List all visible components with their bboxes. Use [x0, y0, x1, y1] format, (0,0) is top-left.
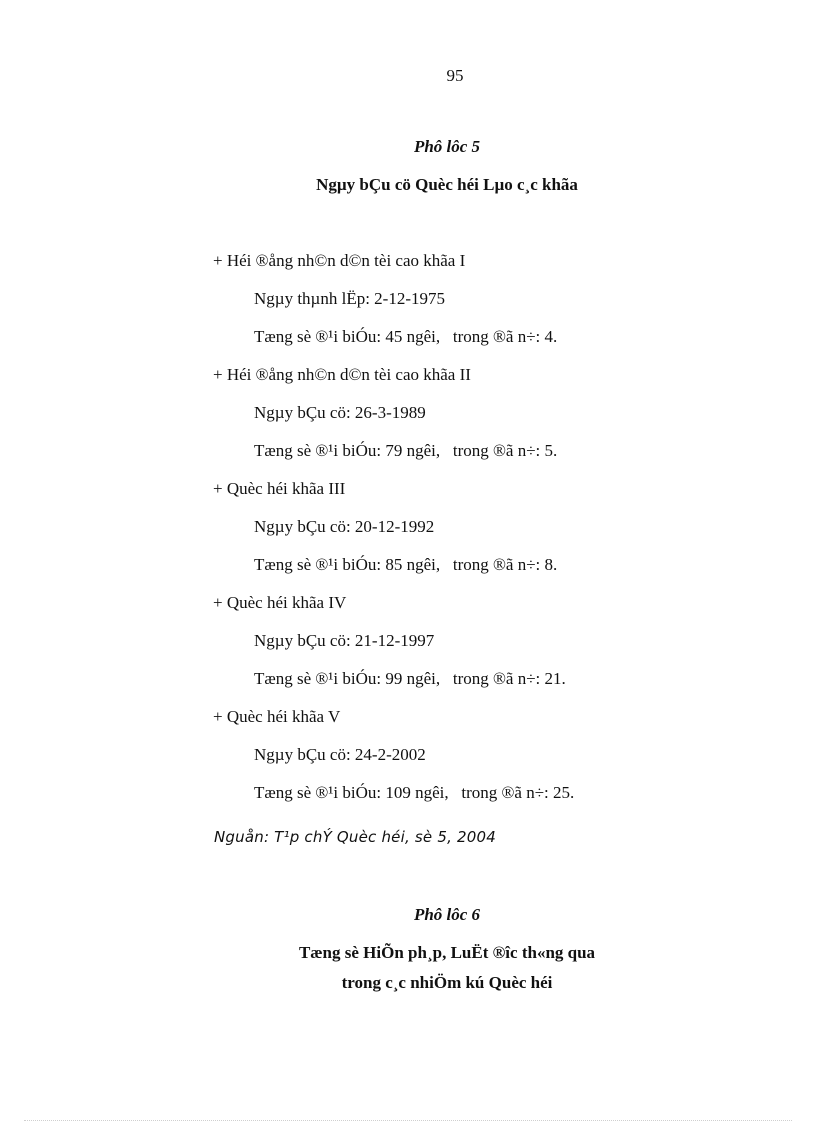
- appendix-5-title: Ngµy bÇu cö Quèc héi Lµo c¸c khãa: [316, 175, 578, 194]
- section-3-header: + Quèc héi khãa III: [213, 479, 346, 498]
- section-2-line-1: Ngµy bÇu cö: 26-3-1989: [254, 403, 426, 422]
- section-1-line-1: Ngµy thµnh lËp: 2-12-1975: [254, 289, 445, 308]
- section-4-line-2: Tæng sè ®¹i biÓu: 99 ngêi, trong ®ã n÷: 21.: [254, 669, 566, 688]
- appendix-6-label: Phô lôc 6: [413, 905, 481, 924]
- source-citation: Nguån: T¹p chÝ Quèc héi, sè 5, 2004: [214, 828, 496, 846]
- section-4-line-1: Ngµy bÇu cö: 21-12-1997: [254, 631, 435, 650]
- appendix-5-label: Phô lôc 5: [413, 137, 481, 156]
- section-1-line-2: Tæng sè ®¹i biÓu: 45 ngêi, trong ®ã n÷: 4.: [254, 327, 558, 346]
- page-number: 95: [446, 66, 464, 85]
- page-bottom-divider: [24, 1120, 792, 1121]
- section-2-header: + Héi ®ång nh©n d©n tèi cao khãa II: [213, 365, 471, 384]
- appendix-6-title-line-2: trong c¸c nhiÖm kú Quèc héi: [341, 973, 553, 992]
- appendix-6-title-line-1: Tæng sè HiÕn ph¸p, LuËt ®îc th«ng qua: [298, 943, 596, 962]
- section-4-header: + Quèc héi khãa IV: [213, 593, 347, 612]
- section-5-line-1: Ngµy bÇu cö: 24-2-2002: [254, 745, 426, 764]
- section-5-header: + Quèc héi khãa V: [213, 707, 341, 726]
- section-2-line-2: Tæng sè ®¹i biÓu: 79 ngêi, trong ®ã n÷: 5.: [254, 441, 558, 460]
- section-3-line-2: Tæng sè ®¹i biÓu: 85 ngêi, trong ®ã n÷: 8.: [254, 555, 558, 574]
- section-3-line-1: Ngµy bÇu cö: 20-12-1992: [254, 517, 435, 536]
- section-1-header: + Héi ®ång nh©n d©n tèi cao khãa I: [213, 251, 466, 270]
- section-5-line-2: Tæng sè ®¹i biÓu: 109 ngêi, trong ®ã n÷: 25.: [254, 783, 575, 802]
